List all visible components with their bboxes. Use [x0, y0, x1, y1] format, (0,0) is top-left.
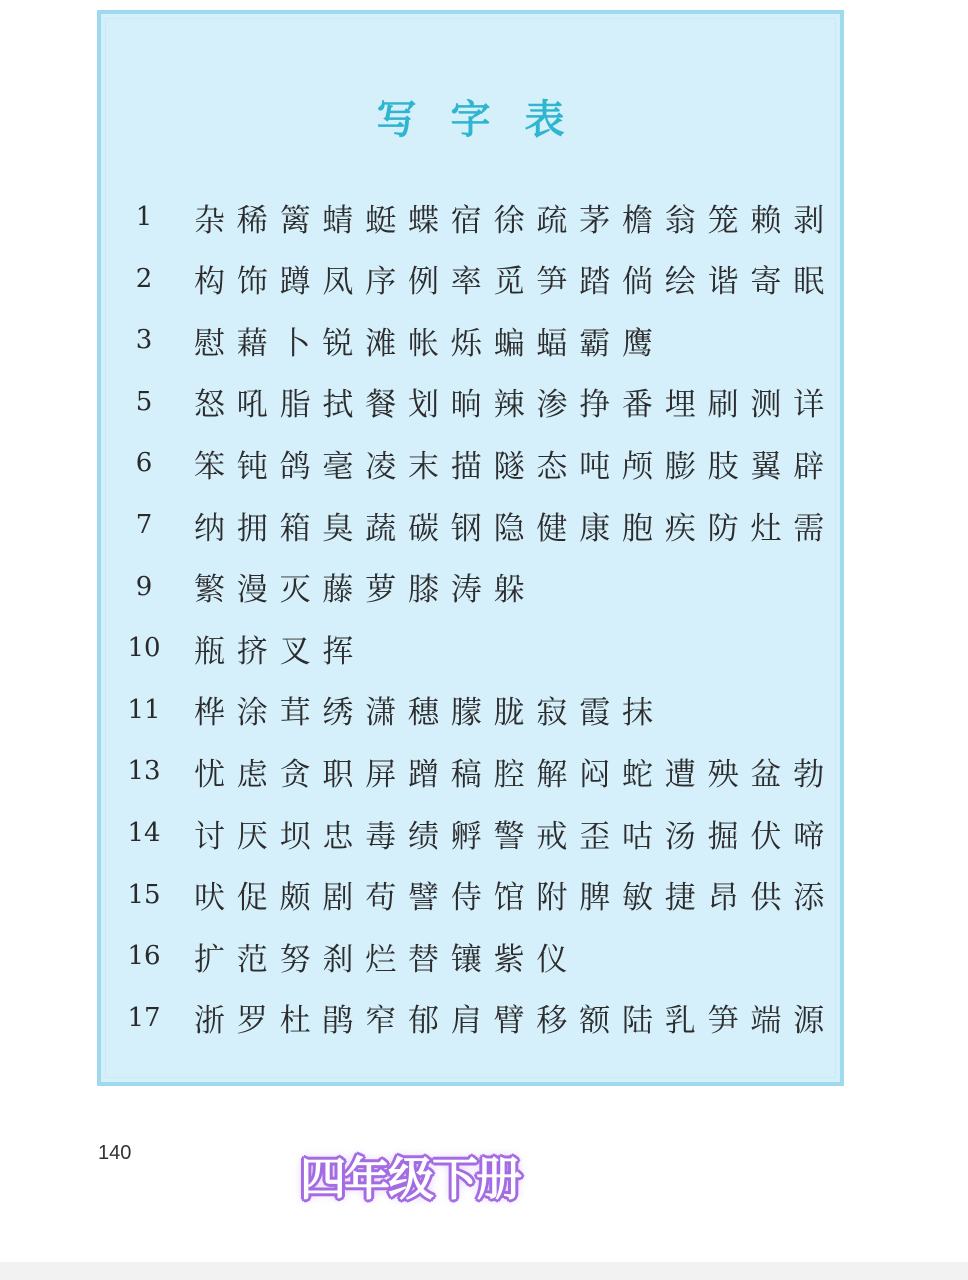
- lesson-characters: 桦涂茸绣潇穗朦胧寂霞抹: [194, 695, 665, 732]
- lesson-number: 9: [135, 571, 153, 602]
- page-number: 140: [98, 1142, 132, 1164]
- word-table-panel: [97, 10, 844, 1086]
- lesson-characters: 忧虑贪职屏蹭稿腔解闷蛇遭殃盆勃: [194, 756, 836, 793]
- lesson-number: 10: [127, 633, 161, 664]
- lesson-number: 11: [127, 694, 161, 725]
- grade-caption: 四年级下册: [300, 1152, 520, 1206]
- lesson-number: 15: [127, 879, 161, 910]
- lesson-characters: 慰藉卜锐滩帐烁蝙蝠霸鹰: [194, 325, 665, 362]
- table-title: 写字表: [376, 96, 599, 143]
- lesson-number: 2: [135, 263, 153, 294]
- bottom-strip: [0, 1262, 968, 1280]
- lesson-characters: 浙罗杜鹃窄郁肩臂移额陆乳笋端源: [194, 1003, 836, 1040]
- lesson-number: 13: [127, 756, 161, 787]
- lesson-characters: 杂稀篱蜻蜓蝶宿徐疏茅檐翁笼赖剥: [194, 202, 836, 239]
- lesson-number: 14: [127, 818, 161, 848]
- lesson-characters: 扩范努刹烂替镶紫仪: [194, 941, 580, 978]
- lesson-number: 1: [135, 202, 153, 232]
- lesson-number: 6: [135, 448, 153, 479]
- lesson-number: 3: [135, 325, 153, 356]
- lesson-characters: 讨厌坝忠毒绩孵警戒歪咕汤掘伏啼: [194, 818, 836, 855]
- lesson-characters: 构饰蹲凤序例率觅笋踏倘绘谐寄眠: [194, 264, 836, 301]
- lesson-number: 17: [127, 1002, 161, 1033]
- lesson-characters: 瓶挤叉挥: [194, 633, 366, 670]
- lesson-characters: 吠促颇剧苟譬侍馆附脾敏捷昂供添: [194, 880, 836, 917]
- lesson-characters: 纳拥箱臭蔬碳钢隐健康胞疾防灶需: [194, 510, 836, 547]
- lesson-characters: 笨钝鸽毫凌末描隧态吨颅膨肢翼辟: [194, 448, 836, 485]
- lesson-characters: 繁漫灭藤萝膝涛躲: [194, 572, 537, 609]
- lesson-characters: 怒吼脂拭餐划晌辣渗挣番埋刷测详: [194, 387, 836, 424]
- lesson-number: 5: [135, 386, 153, 417]
- lesson-number: 16: [127, 941, 161, 972]
- lesson-number: 7: [135, 510, 153, 540]
